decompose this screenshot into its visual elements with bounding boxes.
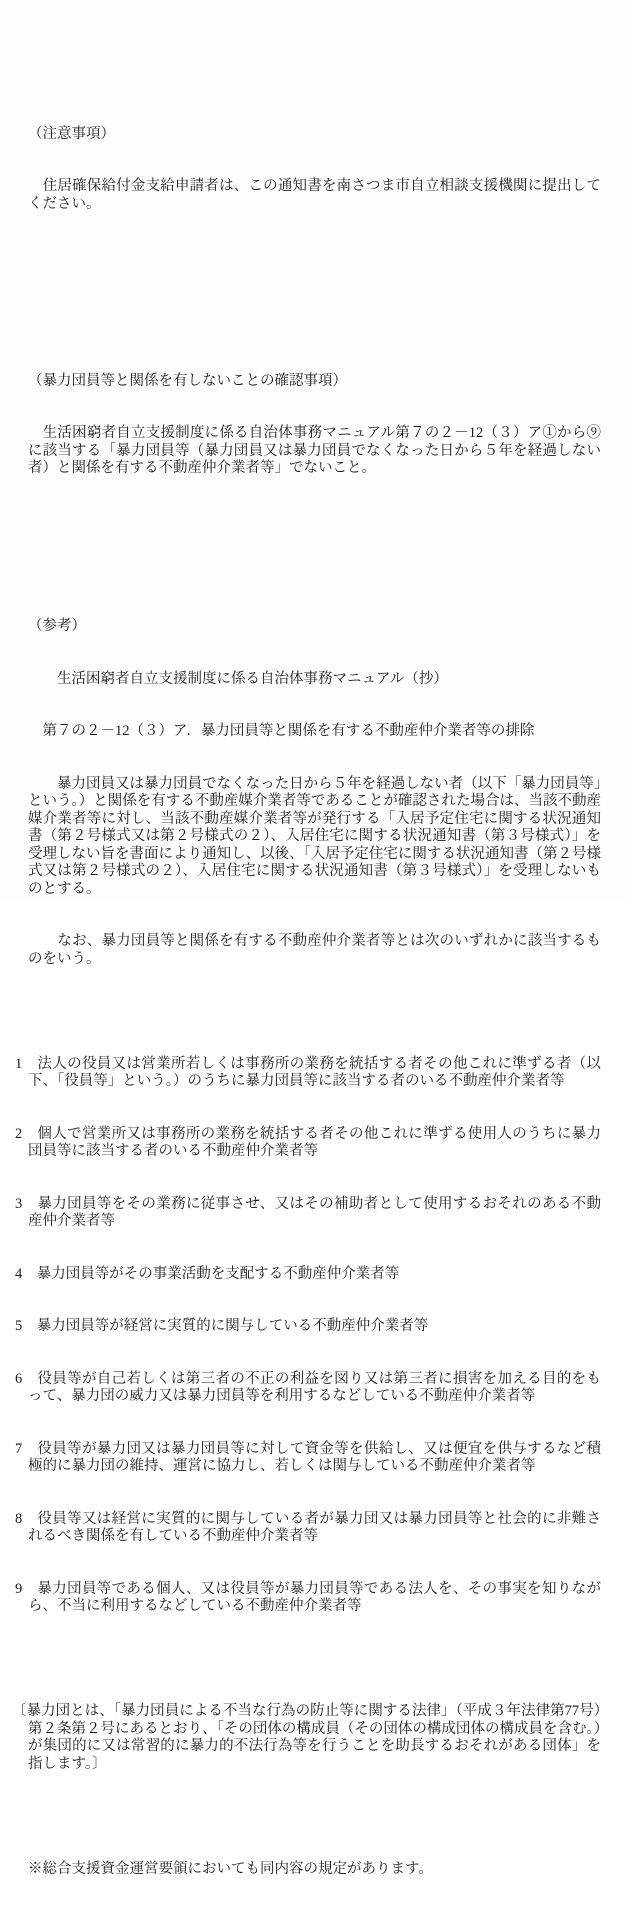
reference-para-intro: なお、暴力団員等と関係を有する不動産仲介業者等とは次のいずれかに該当するものをいう。 <box>28 933 601 967</box>
list-item-1: 1 法人の役員又は営業所若しくは事務所の業務を統括する者その他これに準ずる者（以下、「役員等」という。）のうちに暴力団員等に該当する者のいる不動産仲介業者等 <box>15 1055 601 1089</box>
list-item-2: 2 個人で営業所又は事務所の業務を統括する者その他これに準ずる使用人のうちに暴力団員等に該当する者のいる不動産仲介業者等 <box>15 1125 601 1159</box>
list-item-5: 5 暴力団員等が経営に実質的に関与している不動産仲介業者等 <box>15 1318 429 1334</box>
list-item-6: 6 役員等が自己若しくは第三者の不正の利益を図り又は第三者に損害を加える目的をもって、暴力団の威力又は暴力団員等を利用するなどしている不動産仲介業者等 <box>15 1370 601 1404</box>
confirmation-body: 生活困窮者自立支援制度に係る自治体事務マニュアル第７の２－12（３）ア①から⑨に該当する「暴力団員等（暴力団員又は暴力団員でなくなった日から５年を経過しない者）と関係を有する不動産仲介業者等」でないこと。 <box>28 425 601 476</box>
list-item-8: 8 役員等又は経営に実質的に関与している者が暴力団又は暴力団員等と社会的に非難されるべき関係を有している不動産仲介業者等 <box>15 1510 601 1544</box>
footnote-text: ※総合支援資金運営要領においても同内容の規定があります。 <box>28 1860 433 1877</box>
boryokudan-definition-note: 〔暴力団とは、「暴力団員による不当な行為の防止等に関する法律」（平成３年法律第77号）第２条第２号にあるとおり、「その団体の構成員（その団体の構成団体の構成員を含む。）が集団的に又は常習的に暴力的不法行為等を行うことを助長するおそれがある団体」を指します。〕 <box>12 1703 601 1772</box>
reference-manual-title: 生活困窮者自立支援制度に係る自治体事務マニュアル（抄） <box>28 670 448 687</box>
reference-section <box>12 583 601 1808</box>
list-item-4: 4 暴力団員等がその事業活動を支配する不動産仲介業者等 <box>15 1265 400 1282</box>
notice-heading: （注意事項） <box>28 125 115 142</box>
criteria-list <box>15 1021 601 1651</box>
reference-para-exclusion: 暴力団員又は暴力団員でなくなった日から５年を経過しない者（以下「暴力団員等」という。）と関係を有する不動産媒介業者等であることが確認された場合は、当該不動産媒介業者等に対し、当該不動産媒介業者等が発行する「入居予定住宅に関する状況通知書（第２号様式又は第２号様式の２）、入居住宅に関する状況通知書（第３号様式）」を受理しない旨を書面により通知し、以後、「入居予定住宅に関する状況通知書（第２号様式又は第２号様式の２）、入居住宅に関する状況通知書（第３号様式）」を受理しないものとする。 <box>28 775 601 897</box>
reference-section-title: 第７の２－12（３）ア．暴力団員等と関係を有する不動産仲介業者等の排除 <box>28 723 535 739</box>
list-item-9: 9 暴力団員等である個人、又は役員等が暴力団員等である法人を、その事実を知りながら、不当に利用するなどしている不動産仲介業者等 <box>15 1580 601 1614</box>
notice-section <box>28 91 601 249</box>
confirmation-section <box>28 338 601 513</box>
notice-body: 住居確保給付金支給申請者は、この通知書を南さつま市自立相談支援機関に提出してください。 <box>28 178 601 212</box>
list-item-7: 7 役員等が暴力団又は暴力団員等に対して資金等を供給し、又は便宜を供与するなど積極的に暴力団の維持、運営に協力し、若しくは関与している不動産仲介業者等 <box>15 1440 601 1474</box>
reference-heading: （参考） <box>28 618 86 634</box>
list-item-3: 3 暴力団員等をその業務に従事させ、又はその補助者として使用するおそれのある不動産仲介業者等 <box>15 1195 601 1229</box>
confirmation-heading: （暴力団員等と関係を有しないことの確認事項） <box>28 372 347 389</box>
